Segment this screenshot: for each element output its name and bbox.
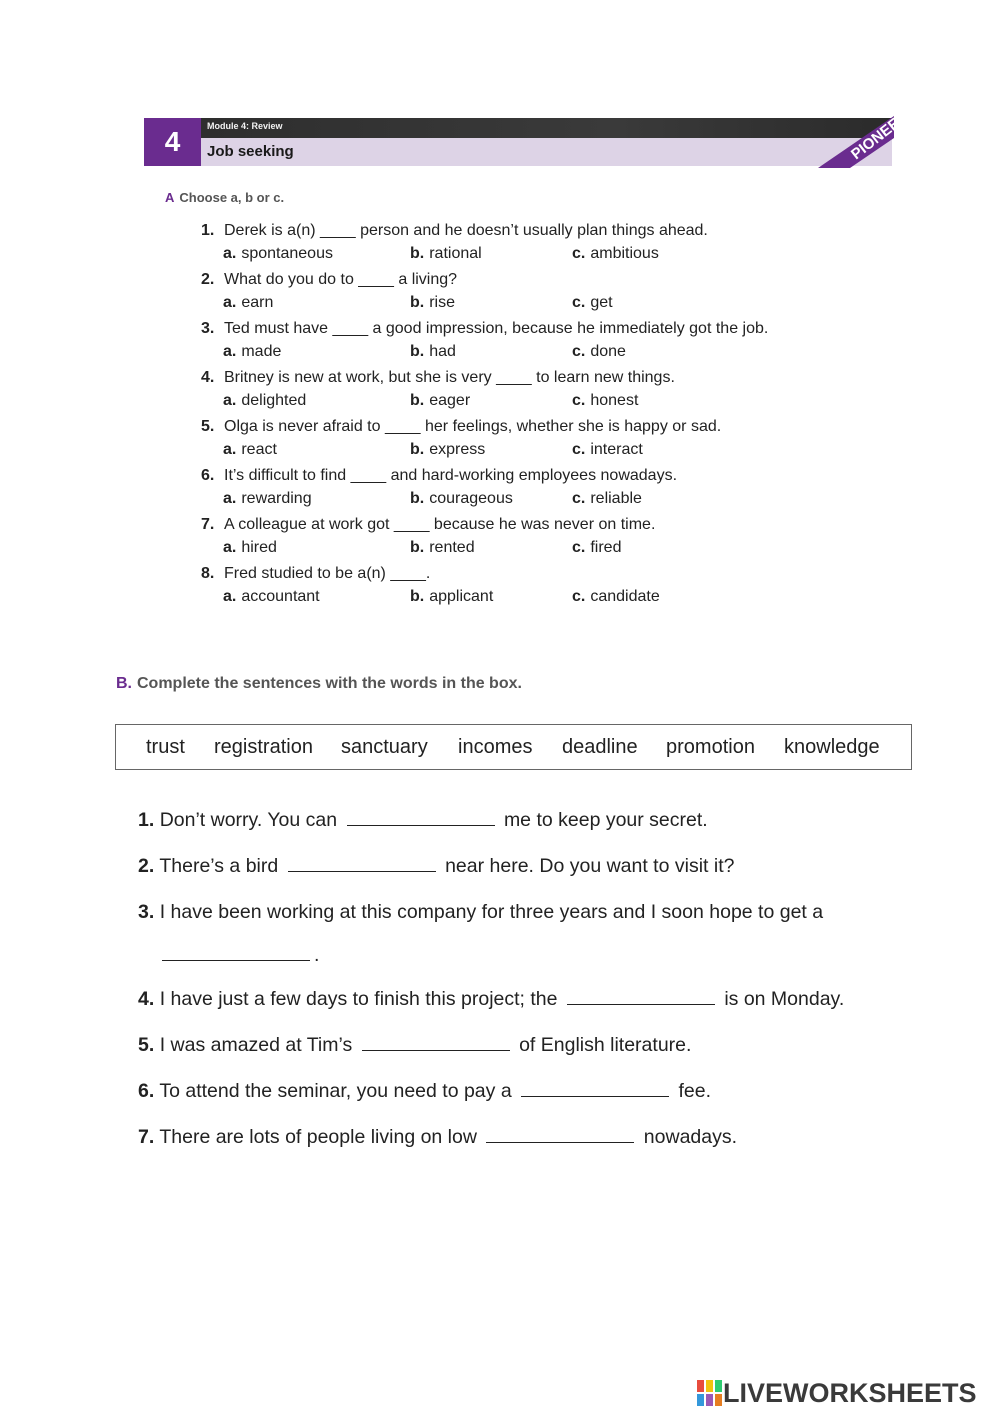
section-b-heading (116, 675, 522, 693)
option-letter: b. (410, 539, 425, 556)
option-c[interactable] (572, 389, 638, 412)
answer-blank[interactable] (362, 1030, 510, 1051)
sentence-text-before: There’s a bird (159, 855, 279, 877)
question-text: A colleague at work got ____ because he was never on time. (224, 516, 656, 533)
question-item (201, 366, 901, 412)
sentence-text-before: I have just a few days to finish this project; the (159, 988, 558, 1010)
section-a-instruction: Choose a, b or c. (179, 190, 285, 205)
word-box-item: registration (214, 736, 313, 758)
sentence-number: 3. (138, 901, 155, 923)
option-a[interactable] (223, 291, 273, 314)
question-number: 7. (201, 516, 215, 533)
question-number: 1. (201, 222, 215, 239)
sentence-text-after: . (314, 944, 320, 966)
module-label: Module 4: Review (207, 121, 283, 131)
option-letter: c. (572, 245, 586, 262)
option-text: courageous (429, 490, 513, 507)
section-b-instruction: Complete the sentences with the words in the box. (137, 675, 522, 692)
option-c[interactable] (572, 340, 626, 363)
question-stem (201, 415, 901, 438)
option-letter: c. (572, 392, 586, 409)
word-box-item: knowledge (784, 736, 880, 758)
answer-options (201, 242, 901, 265)
question-number: 8. (201, 565, 215, 582)
option-text: rational (429, 245, 482, 262)
word-box-item: trust (146, 736, 185, 758)
option-b[interactable] (410, 536, 475, 559)
sentence-text-after: fee. (678, 1080, 712, 1102)
sentence-text-before: Don’t worry. You can (159, 809, 338, 831)
sentence-number: 5. (138, 1034, 155, 1056)
sentence-number: 4. (138, 988, 155, 1010)
option-text: applicant (429, 588, 494, 605)
section-b-letter: B. (116, 675, 132, 692)
option-c[interactable] (572, 438, 643, 461)
question-text: Britney is new at work, but she is very ____ to learn new things. (224, 369, 675, 386)
option-letter: c. (572, 490, 586, 507)
question-item (201, 219, 901, 265)
question-number: 3. (201, 320, 215, 337)
option-c[interactable] (572, 242, 659, 265)
question-number: 2. (201, 271, 215, 288)
option-letter: b. (410, 490, 425, 507)
question-text: Derek is a(n) ____ person and he doesn’t usually plan things ahead. (224, 222, 708, 239)
answer-options (201, 291, 901, 314)
sentence-text-before: There are lots of people living on low (159, 1126, 477, 1148)
option-text: fired (590, 539, 622, 556)
option-text: candidate (590, 588, 660, 605)
fill-sentence (138, 805, 918, 835)
module-title: Job seeking (207, 143, 294, 160)
sentence-number: 6. (138, 1080, 155, 1102)
option-letter: b. (410, 441, 425, 458)
option-letter: a. (223, 392, 237, 409)
word-box-item: deadline (562, 736, 638, 758)
option-a[interactable] (223, 389, 306, 412)
option-text: honest (590, 392, 639, 409)
answer-blank[interactable] (486, 1122, 634, 1143)
question-stem (201, 366, 901, 389)
sentence-number: 2. (138, 855, 155, 877)
option-letter: a. (223, 441, 237, 458)
word-box-item: incomes (458, 736, 533, 758)
fill-sentence (138, 1076, 918, 1106)
answer-options (201, 536, 901, 559)
question-item (201, 464, 901, 510)
option-letter: b. (410, 294, 425, 311)
section-a-letter: A (165, 190, 175, 205)
sentence-number: 1. (138, 809, 155, 831)
question-number: 6. (201, 467, 215, 484)
option-letter: a. (223, 343, 237, 360)
option-text: accountant (241, 588, 320, 605)
option-a[interactable] (223, 487, 312, 510)
section-a-heading (165, 190, 284, 205)
question-text: What do you do to ____ a living? (224, 271, 458, 288)
question-text: Ted must have ____ a good impression, because he immediately got the job. (224, 320, 769, 337)
liveworksheets-text: LIVEWORKSHEETS (723, 1377, 977, 1408)
option-a[interactable] (223, 585, 320, 608)
sentence-text-before: To attend the seminar, you need to pay a (159, 1080, 512, 1102)
option-c[interactable] (572, 487, 642, 510)
sentence-text-before: I have been working at this company for three years and I soon hope to get a (159, 901, 824, 923)
option-text: made (241, 343, 282, 360)
question-item (201, 268, 901, 314)
option-b[interactable] (410, 291, 455, 314)
option-text: reliable (590, 490, 642, 507)
liveworksheets-logo (697, 1378, 977, 1408)
module-label-bar (201, 118, 892, 138)
question-number: 5. (201, 418, 215, 435)
option-text: delighted (241, 392, 307, 409)
option-text: rented (429, 539, 475, 556)
question-stem (201, 513, 901, 536)
question-text: Fred studied to be a(n) ____. (224, 565, 431, 582)
question-stem (201, 317, 901, 340)
fill-sentence (138, 1122, 918, 1152)
sentence-text-after: near here. Do you want to visit it? (445, 855, 735, 877)
option-letter: c. (572, 343, 586, 360)
option-b[interactable] (410, 242, 482, 265)
option-b[interactable] (410, 389, 470, 412)
option-letter: c. (572, 294, 586, 311)
option-text: react (241, 441, 277, 458)
question-stem (201, 464, 901, 487)
answer-options (201, 585, 901, 608)
word-box-item: promotion (666, 736, 755, 758)
question-stem (201, 562, 901, 585)
option-b[interactable] (410, 340, 456, 363)
word-box (115, 724, 912, 770)
option-letter: c. (572, 539, 586, 556)
module-title-bar (201, 138, 892, 166)
answer-blank[interactable] (521, 1076, 669, 1097)
option-letter: b. (410, 245, 425, 262)
question-item (201, 513, 901, 559)
answer-options (201, 487, 901, 510)
question-stem (201, 219, 901, 242)
fill-sentence (138, 897, 918, 927)
option-b[interactable] (410, 487, 513, 510)
option-letter: a. (223, 490, 237, 507)
option-a[interactable] (223, 536, 277, 559)
option-letter: b. (410, 392, 425, 409)
option-text: earn (241, 294, 274, 311)
option-text: rewarding (241, 490, 312, 507)
option-text: get (590, 294, 613, 311)
liveworksheets-icon (697, 1380, 723, 1406)
module-number: 4 (144, 118, 201, 166)
option-text: done (590, 343, 626, 360)
question-item (201, 415, 901, 461)
option-text: spontaneous (241, 245, 333, 262)
sentence-text-after: me to keep your secret. (503, 809, 708, 831)
question-item (201, 562, 901, 608)
sentence-text-after: nowadays. (643, 1126, 738, 1148)
option-b[interactable] (410, 438, 485, 461)
option-letter: a. (223, 245, 237, 262)
option-text: eager (429, 392, 471, 409)
answer-options (201, 389, 901, 412)
fill-sentence (138, 851, 918, 881)
option-a[interactable] (223, 242, 333, 265)
answer-blank[interactable] (567, 984, 715, 1005)
option-c[interactable] (572, 585, 660, 608)
question-stem (201, 268, 901, 291)
question-number: 4. (201, 369, 215, 386)
sentence-text-after: is on Monday. (724, 988, 845, 1010)
answer-options (201, 340, 901, 363)
answer-blank[interactable] (288, 851, 436, 872)
fill-sentence (138, 984, 918, 1014)
option-text: interact (590, 441, 643, 458)
module-banner (144, 108, 912, 166)
option-text: had (429, 343, 456, 360)
option-letter: b. (410, 588, 425, 605)
sentence-text-after: of English literature. (519, 1034, 692, 1056)
answer-blank[interactable] (347, 805, 495, 826)
question-text: It’s difficult to find ____ and hard-working employees nowadays. (224, 467, 678, 484)
option-letter: a. (223, 588, 237, 605)
option-letter: c. (572, 588, 586, 605)
option-letter: c. (572, 441, 586, 458)
option-b[interactable] (410, 585, 493, 608)
option-text: hired (241, 539, 277, 556)
option-c[interactable] (572, 536, 621, 559)
pioneer-logo (812, 108, 912, 168)
pioneer-logo-text: PIONEER (847, 108, 912, 164)
question-text: Olga is never afraid to ____ her feelings, whether she is happy or sad. (224, 418, 722, 435)
option-letter: a. (223, 294, 237, 311)
sentence-number: 7. (138, 1126, 155, 1148)
option-text: express (429, 441, 486, 458)
fill-sentence (138, 1030, 918, 1060)
option-letter: b. (410, 343, 425, 360)
fill-sentence-continuation (158, 940, 938, 970)
question-item (201, 317, 901, 363)
option-text: ambitious (590, 245, 659, 262)
option-a[interactable] (223, 340, 281, 363)
option-text: rise (429, 294, 455, 311)
word-box-item: sanctuary (341, 736, 428, 758)
option-letter: a. (223, 539, 237, 556)
answer-options (201, 438, 901, 461)
answer-blank[interactable] (162, 940, 310, 961)
sentence-text-before: I was amazed at Tim’s (159, 1034, 353, 1056)
option-c[interactable] (572, 291, 613, 314)
option-a[interactable] (223, 438, 277, 461)
